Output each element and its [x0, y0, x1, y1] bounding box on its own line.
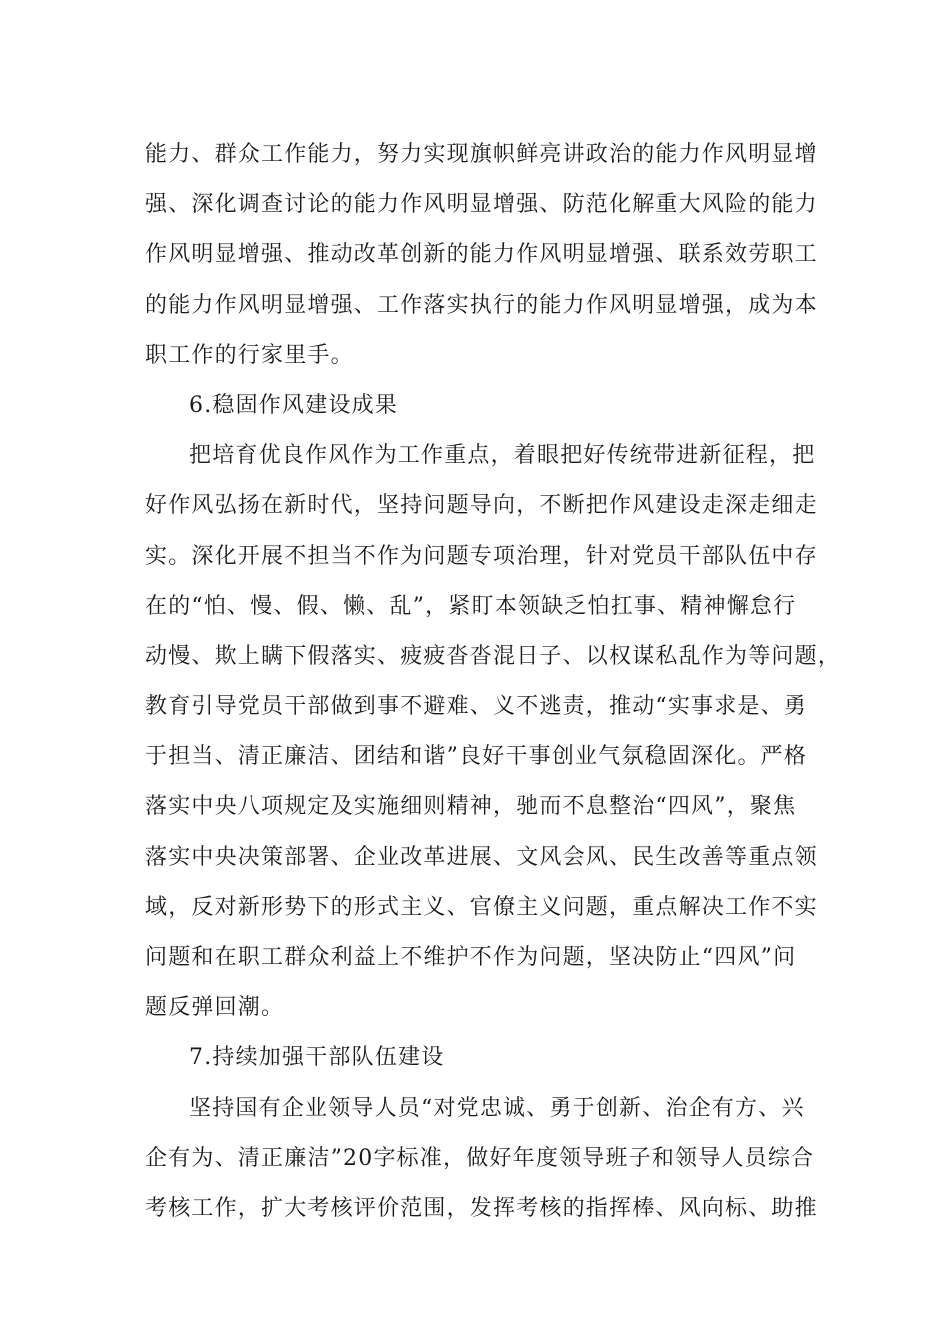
paragraph-line: 考核工作，扩大考核评价范围，发挥考核的指挥棒、风向标、助推	[145, 1195, 818, 1221]
paragraph-line: 的能力作风明显增强、工作落实执行的能力作风明显增强，成为本	[145, 292, 818, 318]
section-heading-7: 7.持续加强干部队伍建设	[189, 1045, 445, 1071]
paragraph-line: 实。深化开展不担当不作为问题专项治理，针对党员干部队伍中存	[145, 543, 818, 569]
paragraph-line: 落实中央决策部署、企业改革进展、文风会风、民生改善等重点领	[145, 844, 818, 870]
paragraph-line: 在的“怕、慢、假、懒、乱”，紧盯本领缺乏怕扛事、精神懈怠行	[145, 593, 797, 619]
section-heading-6: 6.稳固作风建设成果	[189, 392, 398, 418]
document-body	[145, 130, 842, 1234]
paragraph-line: 作风明显增强、推动改革创新的能力作风明显增强、联系效劳职工	[145, 242, 818, 268]
paragraph-line: 企有为、清正廉洁”20字标准，做好年度领导班子和领导人员综合	[145, 1145, 815, 1171]
paragraph-line: 好作风弘扬在新时代，坚持问题导向，不断把作风建设走深走细走	[145, 493, 818, 519]
paragraph-line: 题反弹回潮。	[145, 995, 285, 1021]
paragraph-line: 强、深化调查讨论的能力作风明显增强、防范化解重大风险的能力	[145, 192, 818, 218]
paragraph-line: 把培育优良作风作为工作重点，着眼把好传统带进新征程，把	[189, 443, 816, 469]
paragraph-line: 动慢、欺上瞒下假落实、疲疲沓沓混日子、以权谋私乱作为等问题，	[145, 643, 842, 669]
paragraph-line: 教育引导党员干部做到事不避难、义不逃责，推动“实事求是、勇	[145, 694, 808, 720]
paragraph-line: 职工作的行家里手。	[145, 342, 354, 368]
paragraph-line: 落实中央八项规定及实施细则精神，驰而不息整治“四风”，聚焦	[145, 794, 797, 820]
paragraph-line: 坚持国有企业领导人员“对党忠诚、勇于创新、治企有方、兴	[189, 1095, 805, 1121]
paragraph-line: 问题和在职工群众利益上不维护不作为问题，坚决防止“四风”问	[145, 945, 797, 970]
paragraph-line: 域，反对新形势下的形式主义、官僚主义问题，重点解决工作不实	[145, 894, 818, 920]
paragraph-line: 能力、群众工作能力，努力实现旗帜鲜亮讲政治的能力作风明显增	[145, 142, 818, 167]
paragraph-line: 于担当、清正廉洁、团结和谐”良好干事创业气氛稳固深化。严格	[145, 744, 808, 770]
